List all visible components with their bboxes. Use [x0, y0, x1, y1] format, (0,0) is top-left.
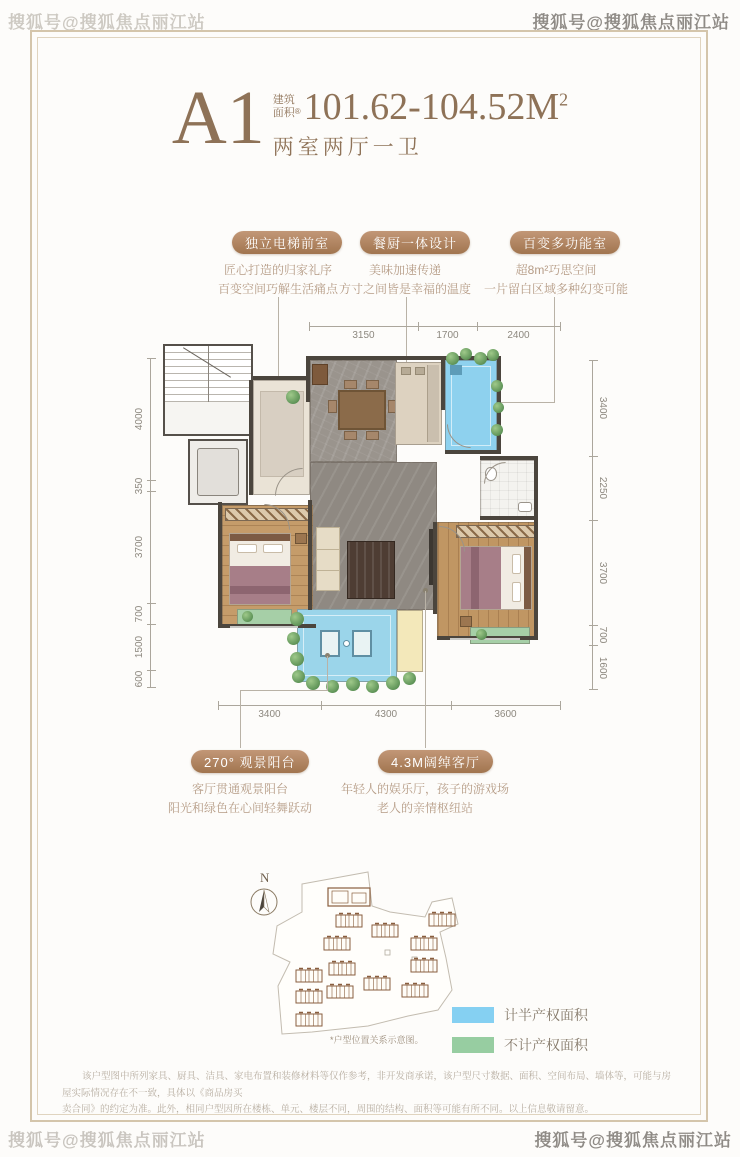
plant-icon [286, 390, 300, 404]
leader-line [327, 656, 328, 690]
building-icon [329, 962, 355, 976]
watermark-bottom-right: 搜狐号@搜狐焦点丽江站 [534, 1131, 732, 1150]
building-icon [324, 937, 350, 951]
sink-icon [518, 502, 532, 512]
dining-chair [344, 380, 357, 389]
registered-mark: ® [294, 107, 301, 117]
window [230, 626, 298, 628]
plant-icon [290, 612, 304, 626]
floor-plan [160, 342, 586, 700]
legend-non-property: 不计产权面积 [452, 1035, 588, 1055]
leader-line [240, 690, 328, 691]
building-icon [327, 985, 353, 999]
sofa [316, 527, 340, 591]
wardrobe [456, 525, 536, 538]
disclaimer-text: 该户型图中所列家具、厨具、洁具、家电布置和装修材料等仅作参考，非开发商承诺，该户型尺寸数据、面积、空间布局、墙体等，可能与房屋实际情况存在不一致，具体以《商品房买 卖合同》的约定为准。此外，相同户型因所在楼栋、单元、楼层不同，周围的结构、面积等可能有所不同。以上信息敬请留意。 [62, 1071, 672, 1116]
callout-kitchen-dining-desc: 美味加速传递 方寸之间皆是幸福的温度 [338, 263, 472, 297]
plant-icon [460, 348, 472, 360]
shoe-cabinet [312, 364, 328, 385]
kitchen-sink [401, 367, 411, 375]
building-icon [429, 913, 455, 927]
leader-line [240, 690, 241, 748]
building-icon [411, 937, 437, 951]
dimension-chain-left: 4000 350 3700 700 1500 600 [150, 358, 151, 688]
callout-elevator-lobby: 独立电梯前室 [232, 231, 342, 254]
area-value: $101.62-104.52M^2$ [303, 86, 569, 128]
flex-space [397, 610, 423, 672]
building-icon [296, 990, 322, 1004]
plant-icon [403, 672, 416, 685]
kitchen [395, 362, 442, 445]
plant-icon [346, 677, 360, 691]
stairwell [163, 344, 253, 436]
callout-view-balcony: 270° 观景阳台 [191, 750, 309, 773]
building-icon [364, 977, 390, 991]
wall [306, 356, 501, 360]
dining-chair [344, 431, 357, 440]
plant-icon [476, 629, 487, 640]
plant-icon [446, 352, 459, 365]
wall [253, 376, 310, 380]
area-rug [347, 541, 395, 599]
compass-north-label: N [260, 870, 270, 885]
plant-icon [290, 652, 304, 666]
building-icon [328, 888, 370, 906]
wall [445, 450, 501, 454]
callout-multifunction-room: 百变多功能室 [510, 231, 620, 254]
balcony [297, 609, 397, 682]
legend-half-property: 计半产权面积 [452, 1005, 588, 1025]
leader-line [425, 591, 426, 748]
wall [249, 380, 253, 495]
watermark-bottom-left: 搜狐号@搜狐焦点丽江站 [8, 1131, 206, 1150]
wall [441, 360, 445, 410]
plan-code: A1 [171, 76, 265, 160]
lounge-chair [352, 630, 372, 657]
callout-kitchen-dining: 餐厨一体设计 [360, 231, 470, 254]
wall [308, 500, 312, 610]
legend-swatch-blue [452, 1007, 494, 1023]
plant-icon [306, 676, 320, 690]
building-icon [402, 984, 428, 998]
legend-swatch-green [452, 1037, 494, 1053]
dining-chair [366, 380, 379, 389]
callout-view-balcony-desc: 客厅贯通观景阳台 阳光和绿色在心间轻舞跃动 [167, 782, 313, 816]
dimension-chain-right: 3400 2250 3700 700 1600 [592, 360, 593, 690]
plant-icon [491, 424, 503, 436]
watermark-top-left: 搜狐号@搜狐焦点丽江站 [8, 13, 206, 32]
site-plan-note: *户型位置关系示意图。 [330, 1035, 424, 1045]
room-count-text: 两室两厅一卫 [272, 136, 423, 159]
callout-wide-livingroom: 4.3M阔绰客厅 [378, 750, 493, 773]
plant-icon [366, 680, 379, 693]
callout-multifunction-room-desc: 超8m²巧思空间 一片留白区域多种幻变可能 [483, 263, 629, 297]
building-icon [372, 924, 398, 938]
dining-chair [366, 431, 379, 440]
watermark-top-right: 搜狐号@搜狐焦点丽江站 [532, 13, 730, 32]
plant-icon [386, 676, 400, 690]
plant-icon [493, 402, 504, 413]
wall [480, 456, 538, 460]
wall [534, 458, 538, 522]
plant-icon [491, 380, 503, 392]
callout-elevator-lobby-desc: 匠心打造的归家礼序 百变空间巧解生活痛点 [217, 263, 339, 297]
dining-table [338, 390, 386, 430]
building-icon [296, 1013, 322, 1027]
nightstand [460, 616, 472, 627]
dimension-chain-bottom: 3400 4300 3600 [218, 705, 560, 720]
plan-header [0, 76, 740, 161]
wall [433, 522, 437, 614]
building-icon [336, 914, 362, 928]
elevator [188, 439, 248, 505]
plant-icon [487, 349, 499, 361]
building-icon [296, 969, 322, 983]
plant-icon [474, 352, 487, 365]
wall [480, 516, 538, 520]
dining-chair [328, 400, 337, 413]
area-label: 建筑 面积® [272, 94, 301, 120]
dimension-chain-top: 3150 1700 2400 [309, 326, 560, 341]
bed [229, 533, 291, 605]
side-table [343, 640, 350, 647]
plant-icon [242, 611, 253, 622]
plant-icon [287, 632, 300, 645]
wall [218, 502, 222, 628]
kitchen-stove [415, 367, 425, 375]
building-icon [411, 959, 437, 973]
callout-wide-livingroom-desc: 年轻人的娱乐厅，孩子的游戏场 老人的亲情枢纽站 [340, 782, 510, 816]
nightstand [295, 533, 307, 544]
plant-icon [292, 670, 305, 683]
living-room [310, 462, 437, 610]
wall [534, 520, 538, 640]
lounge-chair [320, 630, 340, 657]
bed [460, 546, 532, 610]
wall [306, 358, 310, 402]
